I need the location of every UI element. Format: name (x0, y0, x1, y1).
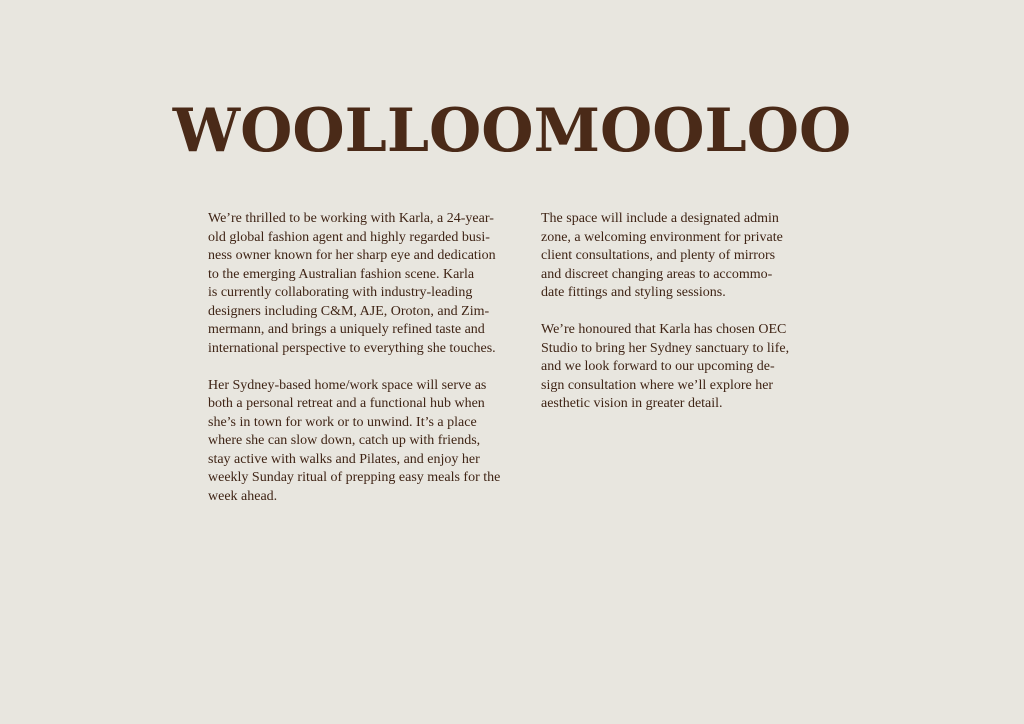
paragraph-intro (208, 210, 530, 358)
text-line: zone, a welcoming environment for private (541, 229, 783, 245)
page-title: WOOLLOOMOOLOO (172, 96, 852, 167)
text-line: We’re thrilled to be working with Karla, a 24-year- (208, 211, 494, 226)
text-line: The space will include a designated admin (541, 211, 779, 226)
text-line: stay active with walks and Pilates, and enjoy her (208, 451, 480, 467)
text-line: Her Sydney-based home/work space will serve as (208, 377, 487, 393)
text-line: both a personal retreat and a functional hub when (208, 396, 485, 411)
text-line: client consultations, and plenty of mirrors (541, 248, 776, 263)
paragraph-space-features (541, 210, 816, 303)
text-line: We’re honoured that Karla has chosen OEC (541, 322, 787, 337)
paragraph-home-space (208, 377, 530, 507)
text-line: Studio to bring her Sydney sanctuary to life, (541, 340, 790, 356)
text-line: sign consultation where we’ll explore her (541, 377, 774, 393)
paragraph-closing (541, 321, 816, 414)
text-line: and we look forward to our upcoming de- (541, 359, 775, 374)
text-line: to the emerging Australian fashion scene. Karla (208, 266, 475, 282)
text-line: weekly Sunday ritual of prepping easy meals for the (208, 470, 501, 485)
text-line: date fittings and styling sessions. (541, 285, 726, 300)
text-line: international perspective to everything she touches. (208, 340, 496, 356)
text-line: week ahead. (208, 488, 278, 504)
text-line: ness owner known for her sharp eye and dedication (208, 248, 496, 263)
left-text-column (208, 210, 530, 506)
right-text-column (541, 210, 816, 414)
text-line: designers including C&M, AJE, Oroton, and Zim- (208, 303, 490, 319)
text-line: and discreet changing areas to accommo- (541, 266, 773, 282)
text-line: is currently collaborating with industry-leading (208, 285, 473, 300)
text-line: she’s in town for work or to unwind. It’s a place (208, 414, 477, 430)
text-line: aesthetic vision in greater detail. (541, 396, 723, 411)
text-line: mermann, and brings a uniquely refined taste and (208, 322, 485, 337)
text-line: where she can slow down, catch up with friends, (208, 433, 481, 448)
text-line: old global fashion agent and highly regarded busi- (208, 229, 490, 245)
